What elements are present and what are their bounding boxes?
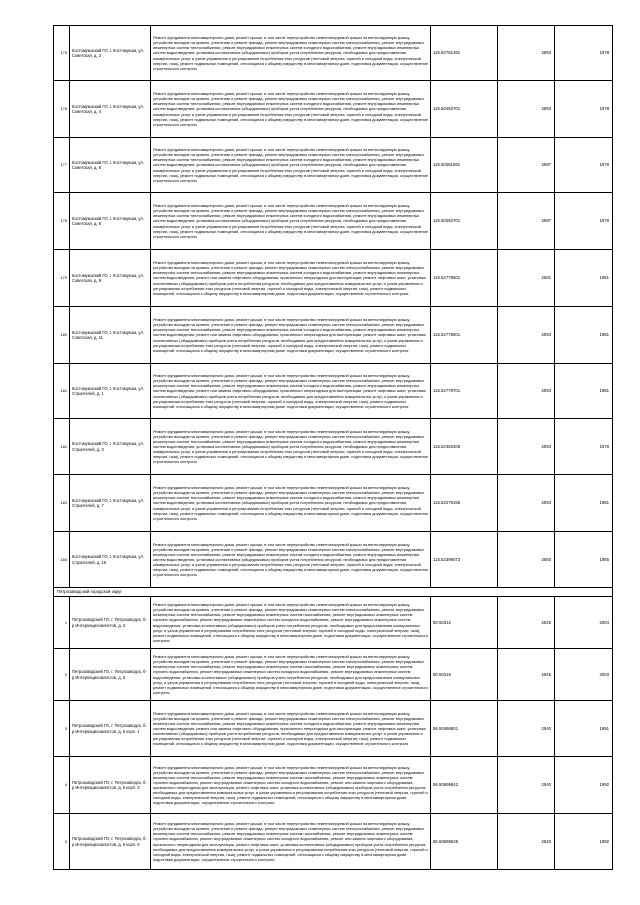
row-number-cell: 175 (54, 26, 70, 81)
value-cell-2: 1981 (555, 250, 613, 307)
table-body-petrozavodsk (54, 597, 613, 870)
row-number-cell: 176 (54, 81, 70, 138)
value-cell-2: 1992 (555, 814, 613, 870)
works-description-cell: Ремонт фундамента многоквартирного дома, ремонт крыши, в том числе переустройство невентилируемой крыши на вентилируемую крышу, устройство выходов на кровлю, утепление и ремонт фасада, ремонт внутридомовых инженерных систем электроснабжения, ремонт внутридомовых инженерных систем теплоснабжения, ремонт внутридомовых инженерных систем холодного водоснабжения, ремонт внутридомовых инженерных систем водоотведения, установка коллективных (общедомовых) приборов учета потребления ресурсов, необходимых для предоставления коммунальных услуг, и узлов управления и регулирования потребления этих ресурсов (тепловой энергии, горячей и холодной воды, электрической энергии, газа), ремонт подвальных помещений, относящихся к общему имуществу в многоквартирном доме, подготовка документации, осуществление строительного контроля (151, 475, 431, 532)
works-description-cell: Ремонт фундамента многоквартирного дома, ремонт крыши, в том числе переустройство невентилируемой крыши на вентилируемую крышу, устройство выходов на кровлю, утепление и ремонт фасада, ремонт внутридомовых инженерных систем электроснабжения, ремонт внутридомовых инженерных систем теплоснабжения, ремонт внутридомовых инженерных систем холодного водоснабжения, ремонт внутридомовых инженерных систем водоотведения, ремонт или замена лифтового оборудования, признанного непригодным для эксплуатации, ремонт лифтовых шахт, установка коллективных (общедомовых) приборов учета потребления ресурсов, необходимых для предоставления коммунальных услуг, и узлов управления и регулирования потребления этих ресурсов (тепловой энергии, горячей и холодной воды, электрической энергии, газа), ремонт подвальных помещений, относящихся к общему имуществу в многоквартирном доме, подготовка документации, осуществление строительного контроля (151, 307, 431, 364)
cadastral-number-cell: 115.52781451 (431, 26, 498, 81)
address-cell: Костомукшский ГО, г. Костомукша, ул. Советская, д. 4 (70, 81, 151, 138)
works-description-cell: Ремонт фундамента многоквартирного дома, ремонт крыши, в том числе переустройство невентилируемой крыши на вентилируемую крышу, устройство выходов на кровлю, утепление и ремонт фасада, ремонт внутридомовых инженерных систем электроснабжения, ремонт внутридомовых инженерных систем теплоснабжения, ремонт внутридомовых инженерных систем холодного водоснабжения, ремонт внутридомовых инженерных систем водоотведения, ремонт или замена лифтового оборудования, признанного непригодным для эксплуатации, ремонт лифтовых шахт, установка коллективных (общедомовых) приборов учета потребления ресурсов, необходимых для предоставления коммунальных услуг, и узлов управления и регулирования потребления этих ресурсов (тепловой энергии, горячей и холодной воды, электрической энергии, газа), ремонт подвальных помещений, относящихся к общему имуществу в многоквартирном доме, подготовка документации, осуществление строительного контроля (151, 250, 431, 307)
table-row (54, 597, 613, 649)
value-cell-2: 1981 (555, 364, 613, 419)
value-cell-2: 1981 (555, 307, 613, 364)
cadastral-number-cell: 115.52399073 (431, 532, 498, 588)
works-description-cell: Ремонт фундамента многоквартирного дома, ремонт крыши, в том числе переустройство невентилируемой крыши на вентилируемую крышу, устройство выходов на кровлю, утепление и ремонт фасада, ремонт внутридомовых инженерных систем электроснабжения, ремонт внутридомовых инженерных систем теплоснабжения, ремонт внутридомовых инженерных систем газоснабжения, ремонт внутридомовых инженерных систем горячего водоснабжения, ремонт внутридомовых инженерных систем холодного водоснабжения, ремонт или замена лифтового оборудования, признанного непригодным для эксплуатации, ремонт лифтовых шахт, установка коллективных (общедомовых) приборов учета потребления ресурсов, необходимых для предоставления коммунальных услуг, и узлов управления и регулирования потребления этих ресурсов (тепловой энергии, горячей и холодной воды, электрической энергии, газа), ремонт подвальных помещений, относящихся к общему имуществу в многоквартирном доме, подготовка документации, осуществление строительного контроля (151, 757, 431, 814)
row-number-cell: 3 (54, 701, 70, 757)
value-cell-1: 2593 (498, 419, 555, 475)
table-row (54, 814, 613, 870)
cadastral-number-cell: 115.52779601 (431, 307, 498, 364)
value-cell-1: 2593 (498, 26, 555, 81)
row-number-cell: 4 (54, 757, 70, 814)
cadastral-number-cell: 90.50312 (431, 597, 498, 649)
address-cell: Костомукшский ГО, г. Костомукша, ул. Строителей, д. 3 (70, 419, 151, 475)
row-number-cell: 182 (54, 419, 70, 475)
address-cell: Костомукшский ГО, г. Костомукша, ул. Советская, д. 2 (70, 26, 151, 81)
value-cell-1: 2593 (498, 364, 555, 419)
value-cell-2: 1992 (555, 757, 613, 814)
value-cell-2: 1978 (555, 26, 613, 81)
row-number-cell: 177 (54, 138, 70, 193)
works-description-cell: Ремонт фундамента многоквартирного дома, ремонт крыши, в том числе переустройство невентилируемой крыши на вентилируемую крышу, устройство выходов на кровлю, утепление и ремонт фасада, ремонт внутридомовых инженерных систем электроснабжения, ремонт внутридомовых инженерных систем теплоснабжения, ремонт внутридомовых инженерных систем газоснабжения, ремонт внутридомовых инженерных систем горячего водоснабжения, ремонт внутридомовых инженерных систем холодного водоснабжения, ремонт или замена лифтового оборудования, признанного непригодным для эксплуатации, ремонт лифтовых шахт, установка коллективных (общедомовых) приборов учета потребления ресурсов, необходимых для предоставления коммунальных услуг, и узлов управления и регулирования потребления этих ресурсов (тепловой энергии, горячей и холодной воды, электрической энергии, газа), ремонт подвальных помещений, относящихся к общему имуществу в многоквартирном доме, подготовка документации, осуществление строительного контроля (151, 814, 431, 870)
value-cell-1: 2540 (498, 701, 555, 757)
works-description-cell: Ремонт фундамента многоквартирного дома, ремонт крыши, в том числе переустройство невентилируемой крыши на вентилируемую крышу, устройство выходов на кровлю, утепление и ремонт фасада, ремонт внутридомовых инженерных систем электроснабжения, ремонт внутридомовых инженерных систем теплоснабжения, ремонт внутридомовых инженерных систем холодного водоснабжения, ремонт внутридомовых инженерных систем водоотведения, установка коллективных (общедомовых) приборов учета потребления ресурсов, необходимых для предоставления коммунальных услуг, и узлов управления и регулирования потребления этих ресурсов (тепловой энергии, горячей и холодной воды, электрической энергии, газа), ремонт подвальных помещений, относящихся к общему имуществу в многоквартирном доме, подготовка документации, осуществление строительного контроля (151, 81, 431, 138)
works-description-cell: Ремонт фундамента многоквартирного дома, ремонт крыши, в том числе переустройство невентилируемой крыши на вентилируемую крышу, устройство выходов на кровлю, утепление и ремонт фасада, ремонт внутридомовых инженерных систем электроснабжения, ремонт внутридомовых инженерных систем теплоснабжения, ремонт внутридомовых инженерных систем газоснабжения, ремонт внутридомовых инженерных систем горячего водоснабжения, ремонт внутридомовых инженерных систем холодного водоснабжения, ремонт внутридомовых инженерных систем водоотведения, установка коллективных (общедомовых) приборов учета потребления ресурсов, необходимых для предоставления коммунальных услуг, и узлов управления и регулирования потребления этих ресурсов (тепловой энергии, горячей и холодной воды, электрической энергии, газа), ремонт подвальных помещений, относящихся к общему имуществу в многоквартирном доме, подготовка документации, осуществление строительного контроля (151, 649, 431, 701)
cadastral-number-cell: 115.52779601 (431, 250, 498, 307)
cadastral-number-cell: 86.50486801 (431, 701, 498, 757)
works-description-cell: Ремонт фундамента многоквартирного дома, ремонт крыши, в том числе переустройство невентилируемой крыши на вентилируемую крышу, устройство выходов на кровлю, утепление и ремонт фасада, ремонт внутридомовых инженерных систем электроснабжения, ремонт внутридомовых инженерных систем теплоснабжения, ремонт внутридомовых инженерных систем газоснабжения, ремонт внутридомовых инженерных систем горячего водоснабжения, ремонт внутридомовых инженерных систем холодного водоснабжения, ремонт внутридомовых инженерных систем водоотведения, установка коллективных (общедомовых) приборов учета потребления ресурсов, необходимых для предоставления коммунальных услуг, и узлов управления и регулирования потребления этих ресурсов (тепловой энергии, горячей и холодной воды, электрической энергии, газа), ремонт подвальных помещений, относящихся к общему имуществу в многоквартирном доме, подготовка документации, осуществление строительного контроля (151, 597, 431, 649)
value-cell-2: 1978 (555, 81, 613, 138)
value-cell-2: 1991 (555, 701, 613, 757)
value-cell-1: 2545 (498, 649, 555, 701)
row-number-cell: 5 (54, 814, 70, 870)
cadastral-number-cell: 90.50315 (431, 649, 498, 701)
address-cell: Петрозаводский ГО, г. Петрозаводск, б-р Интернационалистов, д. 6 корп. 5 (70, 814, 151, 870)
value-cell-2: 2003 (555, 649, 613, 701)
table-row (54, 364, 613, 419)
address-cell: Костомукшский ГО, г. Костомукша, ул. Советская, д. 8 (70, 193, 151, 250)
value-cell-1: 2593 (498, 532, 555, 588)
table-row (54, 193, 613, 250)
row-number-cell: 184 (54, 532, 70, 588)
table-row (54, 138, 613, 193)
cadastral-number-cell: 86.50699536 (431, 814, 498, 870)
address-cell: Костомукшский ГО, г. Костомукша, ул. Советская, д. 11 (70, 307, 151, 364)
value-cell-1: 2593 (498, 307, 555, 364)
row-number-cell: 1 (54, 597, 70, 649)
repair-program-table (53, 25, 613, 870)
address-cell: Петрозаводский ГО, г. Петрозаводск, б-р Интернационалистов, д. 3 (70, 597, 151, 649)
value-cell-2: 1979 (555, 138, 613, 193)
document-page (53, 25, 612, 870)
table-row (54, 532, 613, 588)
row-number-cell: 179 (54, 250, 70, 307)
row-number-cell: 183 (54, 475, 70, 532)
value-cell-2: 1978 (555, 419, 613, 475)
cadastral-number-cell: 115.50282701 (431, 193, 498, 250)
table-row (54, 701, 613, 757)
value-cell-1: 2593 (498, 475, 555, 532)
works-description-cell: Ремонт фундамента многоквартирного дома, ремонт крыши, в том числе переустройство невентилируемой крыши на вентилируемую крышу, устройство выходов на кровлю, утепление и ремонт фасада, ремонт внутридомовых инженерных систем электроснабжения, ремонт внутридомовых инженерных систем теплоснабжения, ремонт внутридомовых инженерных систем холодного водоснабжения, ремонт внутридомовых инженерных систем водоотведения, ремонт или замена лифтового оборудования, признанного непригодным для эксплуатации, ремонт лифтовых шахт, установка коллективных (общедомовых) приборов учета потребления ресурсов, необходимых для предоставления коммунальных услуг, и узлов управления и регулирования потребления этих ресурсов (тепловой энергии, горячей и холодной воды, электрической энергии, газа), ремонт подвальных помещений, относящихся к общему имуществу в многоквартирном доме, подготовка документации, осуществление строительного контроля (151, 364, 431, 419)
address-cell: Петрозаводский ГО, г. Петрозаводск, б-р Интернационалистов, д. 6 корп. 3 (70, 757, 151, 814)
cadastral-number-cell: 86.50699842 (431, 757, 498, 814)
value-cell-1: 2593 (498, 81, 555, 138)
works-description-cell: Ремонт фундамента многоквартирного дома, ремонт крыши, в том числе переустройство невентилируемой крыши на вентилируемую крышу, устройство выходов на кровлю, утепление и ремонт фасада, ремонт внутридомовых инженерных систем электроснабжения, ремонт внутридомовых инженерных систем теплоснабжения, ремонт внутридомовых инженерных систем холодного водоснабжения, ремонт внутридомовых инженерных систем водоотведения, ремонт или замена лифтового оборудования, признанного непригодным для эксплуатации, ремонт лифтовых шахт, установка коллективных (общедомовых) приборов учета потребления ресурсов, необходимых для предоставления коммунальных услуг, и узлов управления и регулирования потребления этих ресурсов (тепловой энергии, горячей и холодной воды, электрической энергии, газа), ремонт подвальных помещений, относящихся к общему имуществу в многоквартирном доме, подготовка документации, осуществление строительного контроля (151, 701, 431, 757)
table-row (54, 419, 613, 475)
row-number-cell: 180 (54, 307, 70, 364)
address-cell: Костомукшский ГО, г. Костомукша, ул. Строителей, д. 1 (70, 364, 151, 419)
row-number-cell: 178 (54, 193, 70, 250)
value-cell-1: 2581 (498, 250, 555, 307)
value-cell-1: 2540 (498, 757, 555, 814)
cadastral-number-cell: 115.50482701 (431, 81, 498, 138)
table-row (54, 649, 613, 701)
works-description-cell: Ремонт фундамента многоквартирного дома, ремонт крыши, в том числе переустройство невентилируемой крыши на вентилируемую крышу, устройство выходов на кровлю, утепление и ремонт фасада, ремонт внутридомовых инженерных систем электроснабжения, ремонт внутридомовых инженерных систем теплоснабжения, ремонт внутридомовых инженерных систем холодного водоснабжения, ремонт внутридомовых инженерных систем водоотведения, установка коллективных (общедомовых) приборов учета потребления ресурсов, необходимых для предоставления коммунальных услуг, и узлов управления и регулирования потребления этих ресурсов (тепловой энергии, горячей и холодной воды, электрической энергии, газа), ремонт подвальных помещений, относящихся к общему имуществу в многоквартирном доме, подготовка документации, осуществление строительного контроля (151, 138, 431, 193)
table-row (54, 250, 613, 307)
works-description-cell: Ремонт фундамента многоквартирного дома, ремонт крыши, в том числе переустройство невентилируемой крыши на вентилируемую крышу, устройство выходов на кровлю, утепление и ремонт фасада, ремонт внутридомовых инженерных систем электроснабжения, ремонт внутридомовых инженерных систем теплоснабжения, ремонт внутридомовых инженерных систем холодного водоснабжения, ремонт внутридомовых инженерных систем водоотведения, установка коллективных (общедомовых) приборов учета потребления ресурсов, необходимых для предоставления коммунальных услуг, и узлов управления и регулирования потребления этих ресурсов (тепловой энергии, горячей и холодной воды, электрической энергии, газа), ремонт подвальных помещений, относящихся к общему имуществу в многоквартирном доме, подготовка документации, осуществление строительного контроля (151, 26, 431, 81)
cadastral-number-cell: 115.52279155 (431, 475, 498, 532)
table-row (54, 757, 613, 814)
works-description-cell: Ремонт фундамента многоквартирного дома, ремонт крыши, в том числе переустройство невентилируемой крыши на вентилируемую крышу, устройство выходов на кровлю, утепление и ремонт фасада, ремонт внутридомовых инженерных систем электроснабжения, ремонт внутридомовых инженерных систем теплоснабжения, ремонт внутридомовых инженерных систем холодного водоснабжения, ремонт внутридомовых инженерных систем водоотведения, установка коллективных (общедомовых) приборов учета потребления ресурсов, необходимых для предоставления коммунальных услуг, и узлов управления и регулирования потребления этих ресурсов (тепловой энергии, горячей и холодной воды, электрической энергии, газа), ремонт подвальных помещений, относящихся к общему имуществу в многоквартирном доме, подготовка документации, осуществление строительного контроля (151, 419, 431, 475)
cadastral-number-cell: 115.52779701 (431, 364, 498, 419)
value-cell-1: 2597 (498, 138, 555, 193)
section-title: Петрозаводский городской округ (54, 588, 613, 597)
value-cell-1: 2597 (498, 193, 555, 250)
address-cell: Петрозаводский ГО, г. Петрозаводск, б-р Интернационалистов, д. 5 (70, 649, 151, 701)
address-cell: Костомукшский ГО, г. Костомукша, ул. Строителей, д. 7 (70, 475, 151, 532)
table-row (54, 81, 613, 138)
row-number-cell: 2 (54, 649, 70, 701)
value-cell-2: 1979 (555, 193, 613, 250)
table-body-section (54, 588, 613, 597)
value-cell-1: 2545 (498, 597, 555, 649)
cadastral-number-cell: 115.50281551 (431, 138, 498, 193)
address-cell: Костомукшский ГО, г. Костомукша, ул. Советская, д. 5 (70, 138, 151, 193)
table-row (54, 26, 613, 81)
address-cell: Костомукшский ГО, г. Костомукша, ул. Советская, д. 9 (70, 250, 151, 307)
address-cell: Петрозаводский ГО, г. Петрозаводск, б-р Интернационалистов, д. 6 корп. 1 (70, 701, 151, 757)
works-description-cell: Ремонт фундамента многоквартирного дома, ремонт крыши, в том числе переустройство невентилируемой крыши на вентилируемую крышу, устройство выходов на кровлю, утепление и ремонт фасада, ремонт внутридомовых инженерных систем электроснабжения, ремонт внутридомовых инженерных систем теплоснабжения, ремонт внутридомовых инженерных систем холодного водоснабжения, ремонт внутридомовых инженерных систем водоотведения, установка коллективных (общедомовых) приборов учета потребления ресурсов, необходимых для предоставления коммунальных услуг, и узлов управления и регулирования потребления этих ресурсов (тепловой энергии, горячей и холодной воды, электрической энергии, газа), ремонт подвальных помещений, относящихся к общему имуществу в многоквартирном доме, подготовка документации, осуществление строительного контроля (151, 193, 431, 250)
value-cell-2: 1985 (555, 532, 613, 588)
works-description-cell: Ремонт фундамента многоквартирного дома, ремонт крыши, в том числе переустройство невентилируемой крыши на вентилируемую крышу, устройство выходов на кровлю, утепление и ремонт фасада, ремонт внутридомовых инженерных систем электроснабжения, ремонт внутридомовых инженерных систем теплоснабжения, ремонт внутридомовых инженерных систем холодного водоснабжения, ремонт внутридомовых инженерных систем водоотведения, установка коллективных (общедомовых) приборов учета потребления ресурсов, необходимых для предоставления коммунальных услуг, и узлов управления и регулирования потребления этих ресурсов (тепловой энергии, горячей и холодной воды, электрической энергии, газа), ремонт подвальных помещений, относящихся к общему имуществу в многоквартирном доме, подготовка документации, осуществление строительного контроля (151, 532, 431, 588)
table-body-kostomuksha (54, 26, 613, 588)
value-cell-2: 2004 (555, 597, 613, 649)
value-cell-2: 1981 (555, 475, 613, 532)
value-cell-1: 2540 (498, 814, 555, 870)
cadastral-number-cell: 115.52482408 (431, 419, 498, 475)
table-row (54, 307, 613, 364)
table-row (54, 475, 613, 532)
row-number-cell: 181 (54, 364, 70, 419)
address-cell: Костомукшский ГО, г. Костомукша, ул. Строителей, д. 15 (70, 532, 151, 588)
section-header-row (54, 588, 613, 597)
